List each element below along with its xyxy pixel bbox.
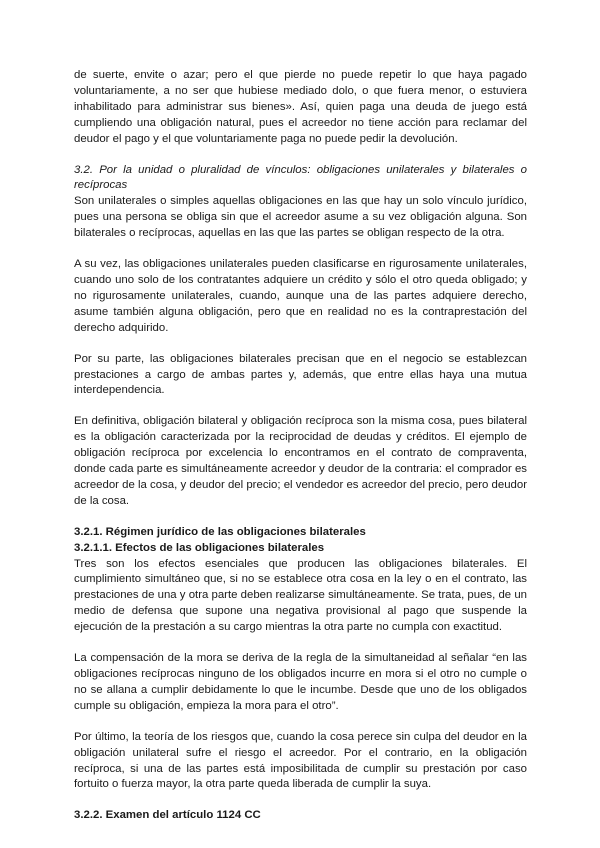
document-page — [74, 68, 527, 824]
paragraph-effects-simultaneous: Tres son los efectos esenciales que producen las obligaciones bilaterales. El cumplimiento simultáneo que, si no se establece otra cosa en la ley o en el contrato, las prestaciones de una y otra parte deben realizarse simultáneamente. Se trata, pues, de un medio de defensa que supone una negativa provisional al pago que suspende la ejecución de la prestación a su cargo mientras la otra parte no cumpla con exactitud. — [74, 557, 527, 634]
section-heading-3-2-1-1: 3.2.1.1. Efectos de las obligaciones bilaterales — [74, 541, 325, 554]
section-heading-3-2-2: 3.2.2. Examen del artículo 1124 CC — [74, 809, 261, 822]
paragraph-risk-theory: Por último, la teoría de los riesgos que, cuando la cosa perece sin culpa del deudor en la obligación unilateral sufre el riesgo el acreedor. Por el contrario, en la obligación recíproca, si una de las partes está imposibilitada de cumplir su prestación por caso fortuito o fuerza mayor, la otra parte queda liberada de cumplir la suya. — [74, 730, 527, 791]
paragraph-bilateral-requirements: Por su parte, las obligaciones bilaterales precisan que en el negocio se establezcan prestaciones a cargo de ambas partes y, además, que entre ellas haya una mutua interdependencia. — [74, 352, 527, 397]
paragraph-natural-obligation: de suerte, envite o azar; pero el que pierde no puede repetir lo que haya pagado voluntariamente, a no ser que hubiese mediado dolo, o que fuera menor, o estuviera inhabilitado para administrar sus bienes». Así, quien paga una deuda de juego está cumpliendo una obligación natural, pues el acreedor no tiene acción para reclamar del deudor el pago y el que voluntariamente paga no puede pedir la devolución. — [74, 69, 527, 145]
section-heading-3-2: 3.2. Por la unidad o pluralidad de vínculos: obligaciones unilaterales y bilaterales o recíprocas — [74, 163, 527, 192]
paragraph-reciprocal-definition: En definitiva, obligación bilateral y obligación recíproca son la misma cosa, pues bilateral es la obligación caracterizada por la reciprocidad de deudas y créditos. El ejemplo de obligación recíproca por excelencia lo encontramos en el contrato de compraventa, donde cada parte es simultáneamente acreedor y deudor de la contraria: el comprador es acreedor de la cosa, y deudor del precio; el vendedor es acreedor del precio, pero deudor de la cosa. — [74, 415, 527, 507]
paragraph-unilateral-classification: A su vez, las obligaciones unilaterales pueden clasificarse en rigurosamente unilaterales, cuando uno solo de los contratantes adquiere un crédito y sólo el otro queda obligado; y no rigurosamente unilaterales, cuando, aunque una de las partes adquiere derecho, asume también alguna obligación, pero que en realidad no es la contraprestación del derecho adquirido. — [74, 258, 527, 334]
paragraph-unilateral-bilateral-definition: Son unilaterales o simples aquellas obligaciones en las que hay un solo vínculo jurídico, pues una persona se obliga sin que el acreedor asume a su vez obligación alguna. Son bilaterales o recíprocas, aquellas en las que las partes se obligan respecto de la otra. — [74, 195, 527, 240]
section-heading-3-2-1: 3.2.1. Régimen jurídico de las obligaciones bilaterales — [74, 525, 366, 538]
paragraph-mora-compensation: La compensación de la mora se deriva de la regla de la simultaneidad al señalar “en las obligaciones recíprocas ninguno de los obligados incurre en mora si el otro no cumple o no se allana a cumplir debidamente lo que le incumbe. Desde que uno de los obligados cumple su obligación, empieza la mora para el otro”. — [74, 652, 527, 712]
